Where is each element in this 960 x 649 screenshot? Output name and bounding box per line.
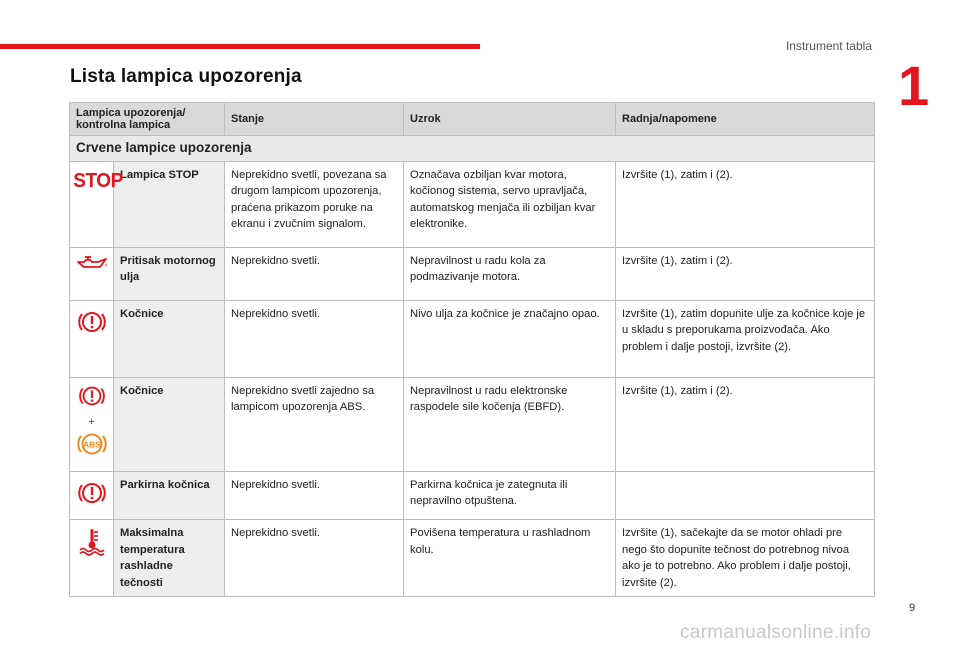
section-title: Instrument tabla [785, 39, 872, 53]
table-row [70, 471, 875, 520]
header-accent-bar [0, 44, 480, 49]
brake-warning-icon [77, 307, 107, 337]
lamp-action [616, 471, 875, 520]
table-row [70, 161, 875, 247]
lamp-name: Lampica STOP [114, 161, 225, 247]
lamp-state: Neprekidno svetli. [225, 471, 404, 520]
lamp-action: Izvršite (1), zatim i (2). [616, 161, 875, 247]
lamp-name: Parkirna kočnica [114, 471, 225, 520]
lamp-action: Izvršite (1), zatim i (2). [616, 247, 875, 300]
table-row [70, 247, 875, 300]
watermark: carmanualsonline.info [680, 622, 872, 643]
chapter-number: 1 [898, 54, 930, 117]
lamp-cause: Parkirna kočnica je zategnuta ili nepravilno otpuštena. [404, 471, 616, 520]
parking-brake-icon [77, 478, 107, 508]
lamp-cause: Nivo ulja za kočnice je značajno opao. [404, 300, 616, 377]
lamp-name: Kočnice [114, 300, 225, 377]
lamp-cause: Povišena temperatura u rashladnom kolu. [404, 520, 616, 597]
warning-lamps-table [69, 102, 875, 597]
lamp-icon-cell [70, 520, 114, 597]
lamp-state: Neprekidno svetli. [225, 520, 404, 597]
coolant-temperature-icon [77, 526, 107, 556]
lamp-state: Neprekidno svetli zajedno sa lampicom upozorenja ABS. [225, 377, 404, 471]
abs-label: ABS [82, 439, 101, 450]
table-header-row [70, 103, 875, 136]
lamp-icon-cell [70, 471, 114, 520]
lamp-action: Izvršite (1), zatim i (2). [616, 377, 875, 471]
lamp-name: Pritisak motornog ulja [114, 247, 225, 300]
lamp-icon-cell [70, 247, 114, 300]
lamp-cause: Nepravilnost u radu elektronske raspodele sile kočenja (EBFD). [404, 377, 616, 471]
lamp-icon-cell [70, 161, 123, 247]
column-header-action: Radnja/napomene [616, 103, 875, 136]
lamp-cause: Označava ozbiljan kvar motora, kočionog sistema, servo upravljača, automatskog menjača ili ozbiljan kvar elektronike. [404, 161, 616, 247]
oil-can-icon [75, 254, 109, 274]
column-header-state: Stanje [225, 103, 404, 136]
lamp-icon-cell [70, 300, 114, 377]
lamp-state: Neprekidno svetli. [225, 300, 404, 377]
lamp-icon-cell [70, 377, 114, 471]
plus-sign: + [88, 416, 95, 428]
lamp-state: Neprekidno svetli, povezana sa drugom lampicom upozorenja, praćena prikazom poruke na ekranu i zvučnim signalom. [225, 161, 404, 247]
category-row [70, 136, 875, 162]
lamp-cause: Nepravilnost u radu kola za podmazivanje motora. [404, 247, 616, 300]
lamp-action: Izvršite (1), sačekajte da se motor ohladi pre nego što dopunite tečnost do potrebnog nivoa ako je to potrebno. Ako problem i dalje postoji, izvršite (2). [616, 520, 875, 597]
lamp-name: Kočnice [114, 377, 225, 471]
table-row [70, 520, 875, 597]
table-row [70, 300, 875, 377]
stop-icon: STOP [73, 169, 123, 192]
page-number: 9 [909, 602, 916, 614]
column-header-cause: Uzrok [404, 103, 616, 136]
lamp-state: Neprekidno svetli. [225, 247, 404, 300]
lamp-action: Izvršite (1), zatim dopunite ulje za kočnice koje je u skladu s preporukama proizvođača. Ako problem i dalje postoji, izvršite (2). [616, 300, 875, 377]
abs-icon [76, 429, 108, 459]
lamp-name: Maksimalna temperatura rashladne tečnosti [114, 520, 225, 597]
category-title: Crvene lampice upozorenja [70, 136, 875, 162]
page-title: Lista lampica upozorenja [70, 66, 302, 87]
column-header-lamp: Lampica upozorenja/ kontrolna lampica [70, 103, 225, 136]
table-row [70, 377, 875, 471]
brake-warning-icon [77, 382, 107, 410]
